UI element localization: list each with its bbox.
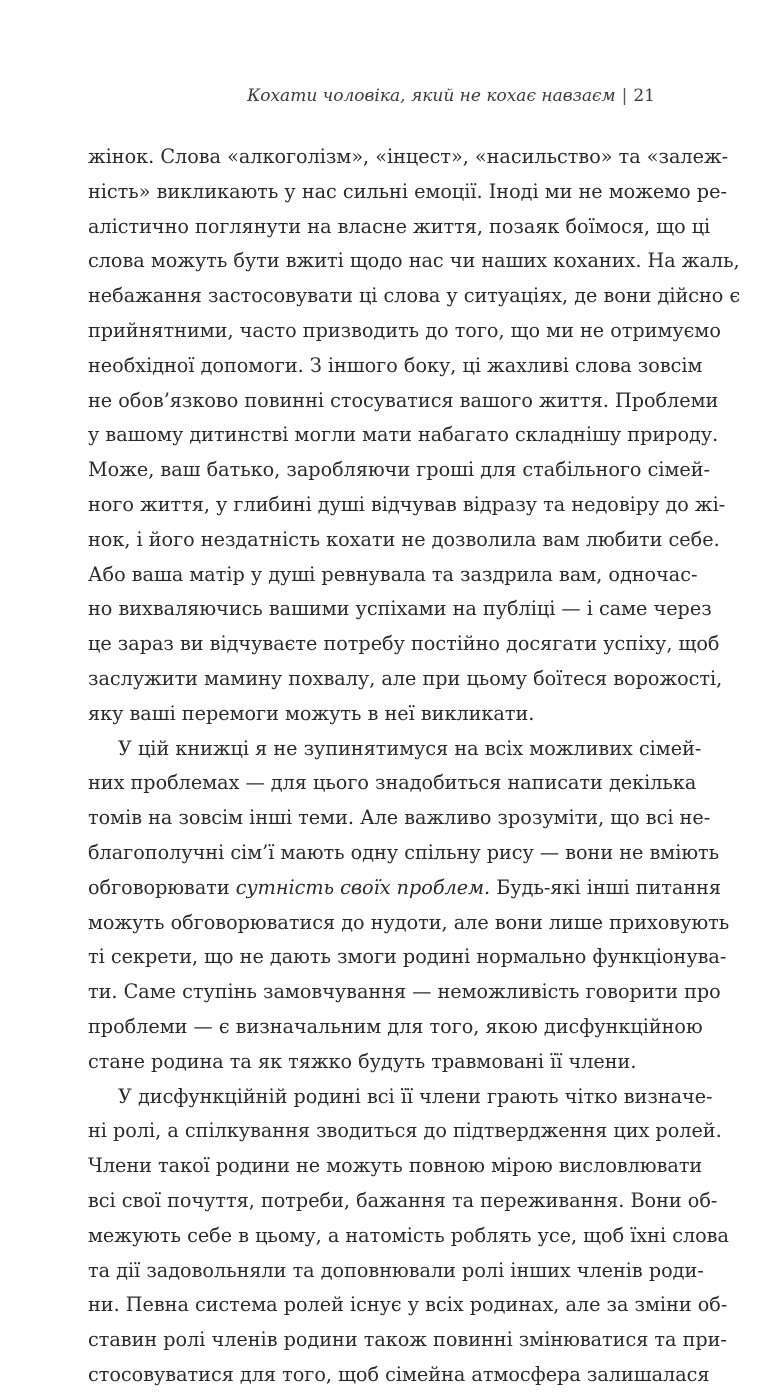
emphasized-text: сутність своїх проблем. xyxy=(235,875,491,899)
text-line: межують себе в цьому, а натомість роблять усе, щоб їхні слова xyxy=(88,1223,729,1247)
text-line: благополучні сім’ї мають одну спільну рису — вони не вміють xyxy=(88,840,720,864)
running-head-title: Кохати чоловіка, який не кохає навзаєм xyxy=(247,86,616,106)
running-head xyxy=(247,86,655,106)
text-line: небажання застосовувати ці слова у ситуаціях, де вони дійсно є xyxy=(88,284,741,308)
text-line: ні ролі, а спілкування зводиться до підтвердження цих ролей. xyxy=(88,1119,722,1143)
text-line: не обов’язково повинні стосуватися вашого життя. Проблеми xyxy=(88,388,719,412)
text-line: стосовуватися для того, щоб сімейна атмосфера залишалася xyxy=(88,1362,710,1386)
text-line: у вашому дитинстві могли мати набагато складнішу природу. xyxy=(88,423,719,447)
text-line: заслужити мамину похвалу, але при цьому боїтеся ворожості, xyxy=(88,666,723,690)
text-segment: обговорювати xyxy=(88,875,236,899)
text-line: но вихваляючись вашими успіхами на публіці — і саме через xyxy=(88,597,712,621)
page-number: 21 xyxy=(633,86,655,106)
text-line: алістично поглянути на власне життя, позаяк боїмося, що ці xyxy=(88,214,711,238)
text-line: них проблемах — для цього знадобиться написати декілька xyxy=(88,771,697,795)
running-head-separator: | xyxy=(621,86,628,106)
paragraph-2 xyxy=(88,732,730,1080)
text-line: ного життя, у глибині душі відчував відразу та недовіру до жі- xyxy=(88,492,726,516)
text-line: проблеми — є визначальним для того, якою дисфункційною xyxy=(88,1014,703,1038)
text-line: Або ваша матір у душі ревнувала та заздрила вам, одночас- xyxy=(88,562,698,586)
text-line: ставин ролі членів родини також повинні змінюватися та при- xyxy=(88,1328,727,1352)
text-line: Члени такої родини не можуть повною мірою висловлювати xyxy=(88,1154,703,1178)
text-line: жінок. Слова «алкоголізм», «інцест», «насильство» та «залеж- xyxy=(88,145,729,168)
text-line: томів на зовсім інші теми. Але важливо зрозуміти, що всі не- xyxy=(88,806,711,830)
text-line-with-emphasis xyxy=(88,871,722,906)
text-line: яку ваші перемоги можуть в неї викликати. xyxy=(88,701,535,725)
text-line: необхідної допомоги. З іншого боку, ці жахливі слова зовсім xyxy=(88,353,703,377)
text-line: це зараз ви відчуваєте потребу постійно досягати успіху, щоб xyxy=(88,632,720,656)
text-line: ті секрети, що не дають змоги родині нормально функціонува- xyxy=(88,945,727,969)
paragraph-3 xyxy=(88,1080,729,1393)
text-line: стане родина та як тяжко будуть травмовані її члени. xyxy=(88,1049,637,1073)
body-text xyxy=(88,140,741,1393)
text-line: всі свої почуття, потреби, бажання та переживання. Вони об- xyxy=(88,1188,718,1212)
text-line: У дисфункційній родині всі її члени грають чітко визначе- xyxy=(118,1084,713,1108)
text-line: ність» викликають у нас сильні емоції. Іноді ми не можемо ре- xyxy=(88,179,727,203)
text-line: ни. Певна система ролей існує у всіх родинах, але за зміни об- xyxy=(88,1293,728,1317)
text-line: ти. Саме ступінь замовчування — неможливість говорити про xyxy=(88,980,721,1004)
text-line: Може, ваш батько, заробляючи гроші для стабільного сімей- xyxy=(88,458,711,482)
text-line: нок, і його нездатність кохати не дозволила вам любити себе. xyxy=(88,527,720,551)
text-line: та дії задовольняли та доповнювали ролі інших членів роди- xyxy=(88,1258,704,1282)
text-line: слова можуть бути вжиті щодо нас чи наших коханих. На жаль, xyxy=(88,249,740,273)
text-line: прийнятними, часто призводить до того, що ми не отримуємо xyxy=(88,318,721,342)
text-line: У цій книжці я не зупинятимуся на всіх можливих сімей- xyxy=(118,736,702,760)
paragraph-1 xyxy=(88,140,741,732)
text-segment: Будь-які інші питання xyxy=(490,875,722,899)
text-line: можуть обговорюватися до нудоти, але вони лише приховують xyxy=(88,910,730,934)
